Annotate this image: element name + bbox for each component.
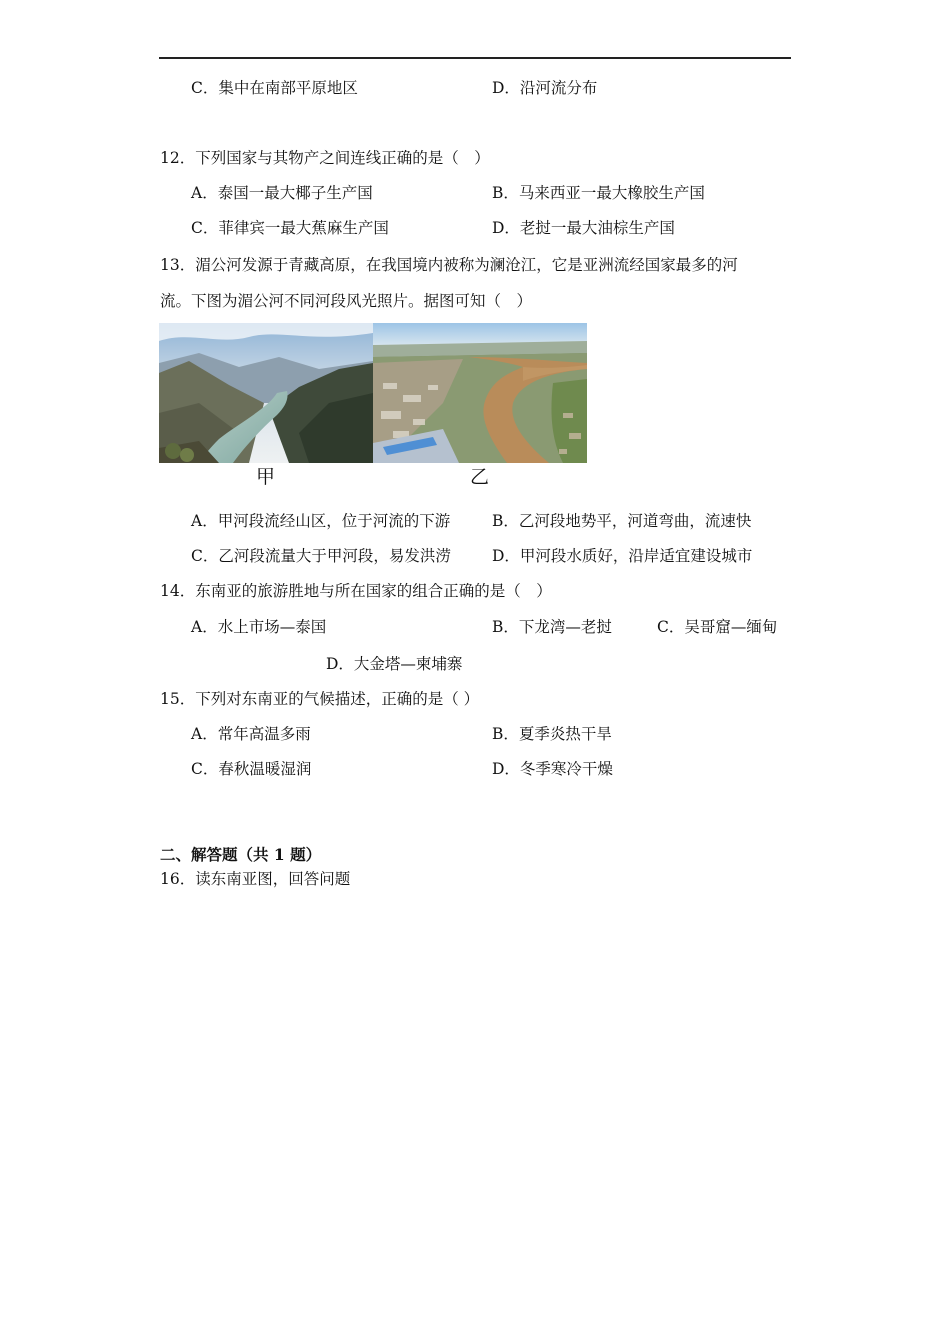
photo-jia-mountain-gorge	[159, 323, 373, 463]
q15-option-d[interactable]: D．冬季寒冷干燥	[492, 760, 613, 778]
q11-option-c[interactable]: C．集中在南部平原地区	[191, 79, 358, 97]
q12-option-b[interactable]: B．马来西亚一最大橡胶生产国	[492, 184, 705, 202]
q15-stem: 15．下列对东南亚的气候描述，正确的是（ ）	[160, 690, 480, 708]
section-title: 二、解答题（共 1 题）	[160, 845, 322, 864]
q12-option-c[interactable]: C．菲律宾一最大蕉麻生产国	[191, 219, 389, 237]
q14-option-d[interactable]: D．大金塔—柬埔寨	[326, 655, 463, 673]
q13-stem-line2: 流。下图为湄公河不同河段风光照片。据图可知（ ）	[160, 292, 533, 310]
photo-caption-yi: 乙	[470, 466, 490, 488]
q13-option-a[interactable]: A．甲河段流经山区，位于河流的下游	[191, 512, 451, 530]
q15-option-b[interactable]: B．夏季炎热干旱	[492, 725, 612, 743]
q11-option-d[interactable]: D．沿河流分布	[492, 79, 598, 97]
q12-option-a[interactable]: A．泰国一最大椰子生产国	[191, 184, 373, 202]
q14-option-a[interactable]: A．水上市场—泰国	[191, 618, 327, 636]
q14-option-b[interactable]: B．下龙湾—老挝	[492, 618, 612, 636]
q13-option-b[interactable]: B．乙河段地势平，河道弯曲，流速快	[492, 512, 752, 530]
q13-stem-line1: 13．湄公河发源于青藏高原，在我国境内被称为澜沧江，它是亚洲流经国家最多的河	[160, 256, 738, 274]
q12-stem: 12．下列国家与其物产之间连线正确的是（ ）	[160, 149, 490, 167]
q14-stem: 14．东南亚的旅游胜地与所在国家的组合正确的是（ ）	[160, 582, 552, 600]
q13-option-c[interactable]: C．乙河段流量大于甲河段，易发洪涝	[191, 547, 451, 565]
header-rule	[159, 57, 791, 59]
q16-stem: 16．读东南亚图，回答问题	[160, 870, 351, 888]
q15-option-c[interactable]: C．春秋温暖湿润	[191, 760, 312, 778]
q15-option-a[interactable]: A．常年高温多雨	[191, 725, 311, 743]
q13-option-d[interactable]: D．甲河段水质好，沿岸适宜建设城市	[492, 547, 753, 565]
photo-caption-jia: 甲	[256, 466, 276, 488]
photo-yi-plain-river	[373, 323, 587, 463]
q12-option-d[interactable]: D．老挝一最大油棕生产国	[492, 219, 675, 237]
q14-option-c[interactable]: C．吴哥窟—缅甸	[657, 618, 778, 636]
